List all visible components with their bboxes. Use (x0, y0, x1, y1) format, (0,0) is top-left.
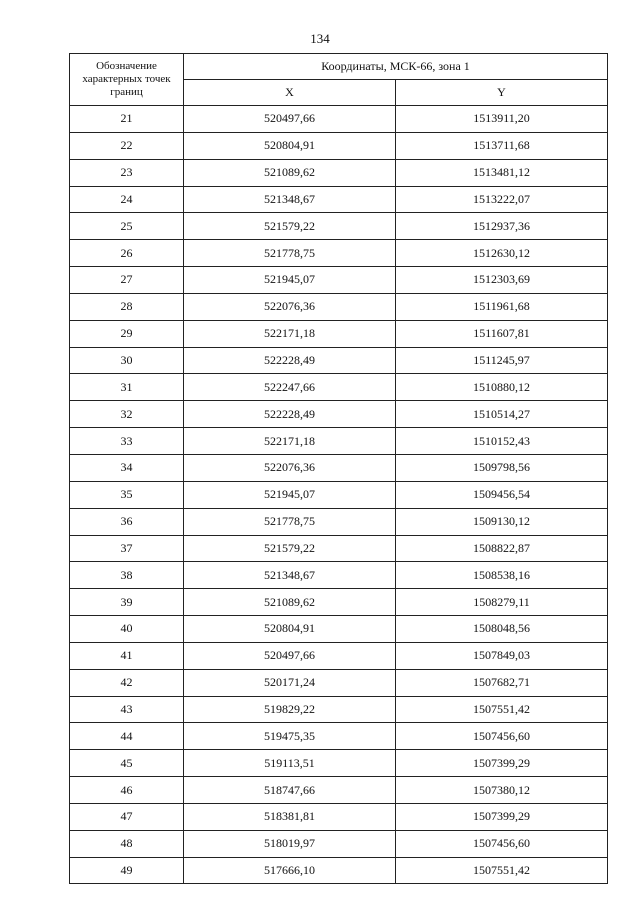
table-row (70, 401, 608, 428)
point-number-cell: 37 (70, 535, 184, 562)
y-coordinate-cell: 1509798,56 (396, 454, 608, 481)
point-number-cell: 35 (70, 481, 184, 508)
y-coordinate-cell: 1513711,68 (396, 132, 608, 159)
point-number-cell: 41 (70, 642, 184, 669)
table-row (70, 267, 608, 294)
point-number-cell: 39 (70, 589, 184, 616)
table-row (70, 642, 608, 669)
x-coordinate-cell: 522247,66 (184, 374, 396, 401)
point-number-cell: 25 (70, 213, 184, 240)
y-column-header: Y (396, 80, 608, 106)
table-row (70, 347, 608, 374)
point-number-cell: 28 (70, 293, 184, 320)
x-coordinate-cell: 522171,18 (184, 320, 396, 347)
x-coordinate-cell: 521579,22 (184, 213, 396, 240)
point-number-cell: 30 (70, 347, 184, 374)
table-row (70, 562, 608, 589)
y-coordinate-cell: 1512630,12 (396, 240, 608, 267)
y-coordinate-cell: 1507551,42 (396, 857, 608, 884)
y-coordinate-cell: 1513222,07 (396, 186, 608, 213)
point-number-cell: 47 (70, 803, 184, 830)
point-number-cell: 21 (70, 106, 184, 133)
point-number-cell: 32 (70, 401, 184, 428)
x-coordinate-cell: 521945,07 (184, 481, 396, 508)
y-coordinate-cell: 1512937,36 (396, 213, 608, 240)
y-coordinate-cell: 1507380,12 (396, 777, 608, 804)
point-number-cell: 31 (70, 374, 184, 401)
header-row-top (70, 54, 608, 80)
table-row (70, 240, 608, 267)
x-coordinate-cell: 520171,24 (184, 669, 396, 696)
x-coordinate-cell: 518019,97 (184, 830, 396, 857)
page-number: 134 (310, 31, 330, 46)
y-coordinate-cell: 1507399,29 (396, 750, 608, 777)
table-row (70, 454, 608, 481)
x-coordinate-cell: 522076,36 (184, 454, 396, 481)
y-coordinate-cell: 1510152,43 (396, 428, 608, 455)
x-coordinate-cell: 520804,91 (184, 132, 396, 159)
x-coordinate-cell: 519475,35 (184, 723, 396, 750)
x-coordinate-cell: 519829,22 (184, 696, 396, 723)
y-coordinate-cell: 1509130,12 (396, 508, 608, 535)
point-number-cell: 38 (70, 562, 184, 589)
x-coordinate-cell: 522076,36 (184, 293, 396, 320)
x-coordinate-cell: 521089,62 (184, 589, 396, 616)
x-coordinate-cell: 518747,66 (184, 777, 396, 804)
point-number-cell: 43 (70, 696, 184, 723)
point-column-header: Обозначение характерных точек границ (70, 54, 184, 106)
table-row (70, 777, 608, 804)
point-number-cell: 29 (70, 320, 184, 347)
point-number-cell: 36 (70, 508, 184, 535)
y-coordinate-cell: 1511607,81 (396, 320, 608, 347)
point-number-cell: 42 (70, 669, 184, 696)
x-coordinate-cell: 519113,51 (184, 750, 396, 777)
x-coordinate-cell: 522171,18 (184, 428, 396, 455)
table-row (70, 428, 608, 455)
table-row (70, 830, 608, 857)
x-coordinate-cell: 521778,75 (184, 508, 396, 535)
table-header (70, 54, 608, 106)
table-row (70, 293, 608, 320)
x-coordinate-cell: 521945,07 (184, 267, 396, 294)
point-number-cell: 49 (70, 857, 184, 884)
y-coordinate-cell: 1507456,60 (396, 723, 608, 750)
point-number-cell: 27 (70, 267, 184, 294)
table-row (70, 723, 608, 750)
x-coordinate-cell: 521778,75 (184, 240, 396, 267)
x-coordinate-cell: 520804,91 (184, 616, 396, 643)
point-number-cell: 44 (70, 723, 184, 750)
table-row (70, 857, 608, 884)
point-number-cell: 40 (70, 616, 184, 643)
table-row (70, 186, 608, 213)
point-number-cell: 26 (70, 240, 184, 267)
table-row (70, 696, 608, 723)
y-coordinate-cell: 1507456,60 (396, 830, 608, 857)
table-row (70, 535, 608, 562)
y-coordinate-cell: 1513481,12 (396, 159, 608, 186)
y-coordinate-cell: 1507399,29 (396, 803, 608, 830)
y-coordinate-cell: 1511961,68 (396, 293, 608, 320)
table-row (70, 213, 608, 240)
x-coordinate-cell: 522228,49 (184, 347, 396, 374)
table-body (70, 106, 608, 884)
point-number-cell: 34 (70, 454, 184, 481)
y-coordinate-cell: 1511245,97 (396, 347, 608, 374)
table-row (70, 374, 608, 401)
table-row (70, 803, 608, 830)
x-coordinate-cell: 521348,67 (184, 186, 396, 213)
x-coordinate-cell: 518381,81 (184, 803, 396, 830)
x-column-header: X (184, 80, 396, 106)
x-coordinate-cell: 521089,62 (184, 159, 396, 186)
y-coordinate-cell: 1508279,11 (396, 589, 608, 616)
point-number-cell: 24 (70, 186, 184, 213)
point-number-cell: 33 (70, 428, 184, 455)
point-number-cell: 48 (70, 830, 184, 857)
x-coordinate-cell: 520497,66 (184, 106, 396, 133)
y-coordinate-cell: 1513911,20 (396, 106, 608, 133)
table-row (70, 508, 608, 535)
x-coordinate-cell: 520497,66 (184, 642, 396, 669)
table-row (70, 159, 608, 186)
y-coordinate-cell: 1508048,56 (396, 616, 608, 643)
point-number-cell: 23 (70, 159, 184, 186)
table-row (70, 481, 608, 508)
table-row (70, 106, 608, 133)
y-coordinate-cell: 1510880,12 (396, 374, 608, 401)
y-coordinate-cell: 1512303,69 (396, 267, 608, 294)
table-row (70, 132, 608, 159)
coordinates-table (69, 53, 608, 884)
coordinates-caption: Координаты, МСК-66, зона 1 (184, 54, 608, 80)
point-number-cell: 22 (70, 132, 184, 159)
table-row (70, 750, 608, 777)
x-coordinate-cell: 517666,10 (184, 857, 396, 884)
point-number-cell: 45 (70, 750, 184, 777)
table-row (70, 320, 608, 347)
table-row (70, 669, 608, 696)
y-coordinate-cell: 1510514,27 (396, 401, 608, 428)
y-coordinate-cell: 1508822,87 (396, 535, 608, 562)
y-coordinate-cell: 1507849,03 (396, 642, 608, 669)
table-row (70, 589, 608, 616)
table-row (70, 616, 608, 643)
y-coordinate-cell: 1507682,71 (396, 669, 608, 696)
x-coordinate-cell: 522228,49 (184, 401, 396, 428)
y-coordinate-cell: 1509456,54 (396, 481, 608, 508)
y-coordinate-cell: 1507551,42 (396, 696, 608, 723)
x-coordinate-cell: 521579,22 (184, 535, 396, 562)
x-coordinate-cell: 521348,67 (184, 562, 396, 589)
y-coordinate-cell: 1508538,16 (396, 562, 608, 589)
point-number-cell: 46 (70, 777, 184, 804)
